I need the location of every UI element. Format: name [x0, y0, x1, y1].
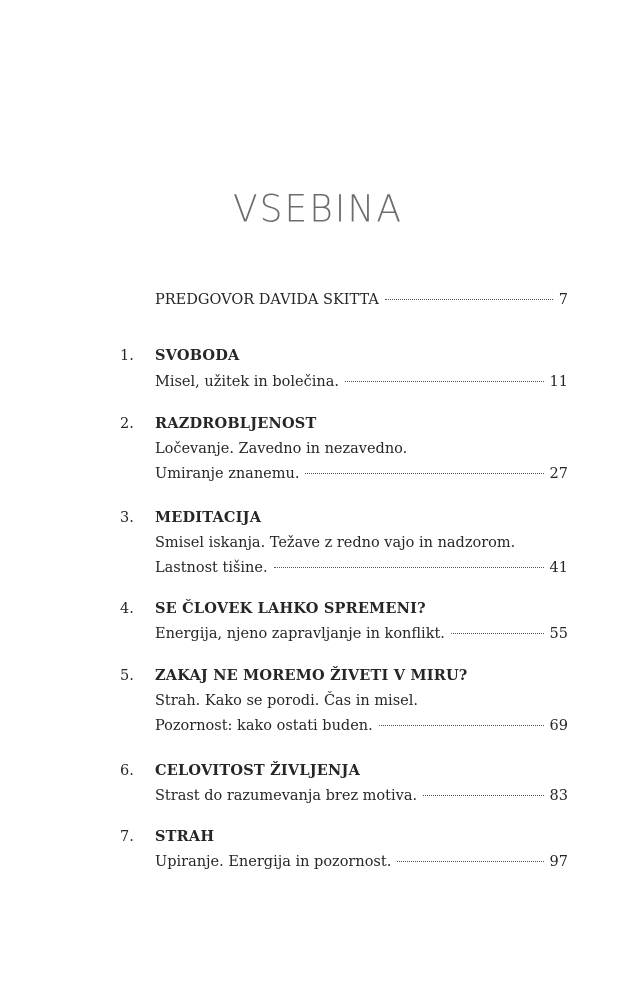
chapter-title: RAZDROBLJENOST	[155, 415, 317, 432]
chapter-number: 1.	[120, 348, 134, 364]
entry-line: Smisel iskanja. Težave z redno vajo in nadzorom.	[155, 535, 516, 551]
chapter-title: MEDITACIJA	[155, 509, 262, 526]
chapter-1-heading	[120, 345, 568, 367]
entry-line: Ločevanje. Zavedno in nezavedno.	[155, 441, 408, 457]
page-title: VSEBINA	[233, 187, 403, 231]
leader-dots	[274, 566, 544, 568]
entry-text: Misel, užitek in bolečina.	[155, 374, 339, 390]
chapter-3-line	[120, 532, 568, 554]
chapter-2-heading	[120, 413, 568, 435]
entry-text: Umiranje znanemu.	[155, 466, 300, 482]
entry-page: 69	[549, 718, 568, 734]
chapter-number: 4.	[120, 601, 134, 617]
entry-page: 55	[549, 626, 568, 642]
entry-text: Strast do razumevanja brez motiva.	[155, 788, 418, 804]
chapter-title: ZAKAJ NE MOREMO ŽIVETI V MIRU?	[155, 667, 468, 684]
chapter-7-heading	[120, 826, 568, 848]
leader-dots	[379, 724, 544, 726]
chapter-5-line	[120, 690, 568, 712]
chapter-5-entry	[120, 715, 568, 737]
chapter-6-heading	[120, 760, 568, 782]
chapter-number: 3.	[120, 510, 134, 526]
chapter-2-entry	[120, 463, 568, 485]
chapter-title: CELOVITOST ŽIVLJENJA	[155, 762, 361, 779]
entry-text: Lastnost tišine.	[155, 560, 268, 576]
chapter-number: 2.	[120, 416, 134, 432]
chapter-title: SVOBODA	[155, 347, 240, 364]
chapter-title: SE ČLOVEK LAHKO SPREMENI?	[155, 600, 426, 617]
chapter-4-heading	[120, 598, 568, 620]
leader-dots	[345, 380, 544, 382]
leader-dots	[423, 794, 543, 796]
foreword-label: PREDGOVOR DAVIDA SKITTA	[155, 292, 379, 308]
entry-page: 11	[549, 374, 568, 390]
chapter-number: 5.	[120, 668, 134, 684]
entry-page: 27	[549, 466, 568, 482]
chapter-4-entry	[120, 623, 568, 645]
entry-line: Strah. Kako se porodi. Čas in misel.	[155, 693, 418, 709]
chapter-1-entry	[120, 371, 568, 393]
entry-text: Upiranje. Energija in pozornost.	[155, 854, 392, 870]
chapter-number: 6.	[120, 763, 134, 779]
entry-page: 41	[549, 560, 568, 576]
foreword-entry	[120, 289, 568, 311]
entry-text: Pozornost: kako ostati buden.	[155, 718, 373, 734]
leader-dots	[397, 860, 543, 862]
leader-dots	[305, 472, 543, 474]
chapter-3-entry	[120, 557, 568, 579]
entry-page: 83	[549, 788, 568, 804]
entry-page: 97	[549, 854, 568, 870]
chapter-2-line	[120, 438, 568, 460]
leader-dots	[385, 298, 553, 300]
entry-text: Energija, njeno zapravljanje in konflikt.	[155, 626, 445, 642]
foreword-page: 7	[558, 292, 568, 308]
chapter-title: STRAH	[155, 828, 215, 845]
chapter-3-heading	[120, 507, 568, 529]
chapter-6-entry	[120, 785, 568, 807]
leader-dots	[451, 632, 544, 634]
chapter-7-entry	[120, 851, 568, 873]
chapter-5-heading	[120, 665, 568, 687]
chapter-number: 7.	[120, 829, 134, 845]
